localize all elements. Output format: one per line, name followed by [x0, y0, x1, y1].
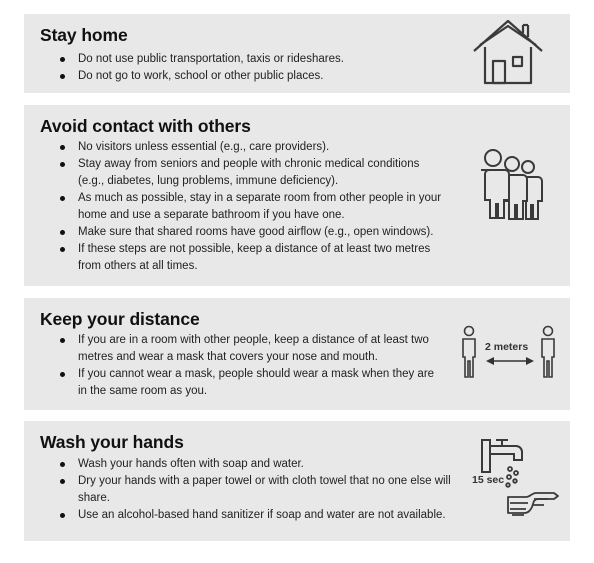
list-item: Do not go to work, school or other public places.: [60, 68, 344, 85]
fifteen-seconds-label: 15 sec: [472, 474, 505, 486]
list-item: Make sure that shared rooms have good airflow (e.g., open windows).: [60, 224, 446, 241]
list-item: Use an alcohol-based hand sanitizer if soap and water are not available.: [60, 507, 470, 524]
hands-washing-icon: [504, 463, 560, 523]
list-item: If these steps are not possible, keep a distance of at least two metres from others at all times.: [60, 241, 446, 275]
avoid-contact-title: Avoid contact with others: [40, 116, 251, 136]
list-item: If you are in a room with other people, keep a distance of at least two metres and wear a mask that covers your nose and mouth.: [60, 332, 446, 366]
list-item: Do not use public transportation, taxis or rideshares.: [60, 51, 344, 68]
house-icon: [471, 17, 545, 87]
wash-hands-list: [60, 456, 470, 524]
person-icon: [539, 325, 557, 381]
wash-hands-title: Wash your hands: [40, 432, 184, 452]
group-of-people-icon: [476, 147, 546, 221]
stay-home-title: Stay home: [40, 25, 128, 45]
avoid-contact-panel: [24, 105, 570, 286]
keep-distance-panel: [24, 298, 570, 410]
list-item: Wash your hands often with soap and water.: [60, 456, 470, 473]
double-arrow-icon: [486, 356, 534, 366]
avoid-contact-list: [60, 139, 446, 275]
keep-distance-title: Keep your distance: [40, 309, 200, 329]
stay-home-panel: [24, 14, 570, 93]
list-item: Stay away from seniors and people with chronic medical conditions (e.g., diabetes, lung problems, immune deficiency).: [60, 156, 446, 190]
stay-home-list: [60, 51, 344, 85]
list-item: If you cannot wear a mask, people should wear a mask when they are in the same room as you.: [60, 366, 446, 400]
list-item: Dry your hands with a paper towel or with cloth towel that no one else will share.: [60, 473, 470, 507]
list-item: As much as possible, stay in a separate room from other people in your home and use a separate bathroom if you have one.: [60, 190, 446, 224]
wash-hands-panel: [24, 421, 570, 541]
list-item: No visitors unless essential (e.g., care providers).: [60, 139, 446, 156]
person-icon: [460, 325, 478, 381]
two-meters-label: 2 meters: [485, 341, 529, 353]
keep-distance-list: [60, 332, 446, 400]
